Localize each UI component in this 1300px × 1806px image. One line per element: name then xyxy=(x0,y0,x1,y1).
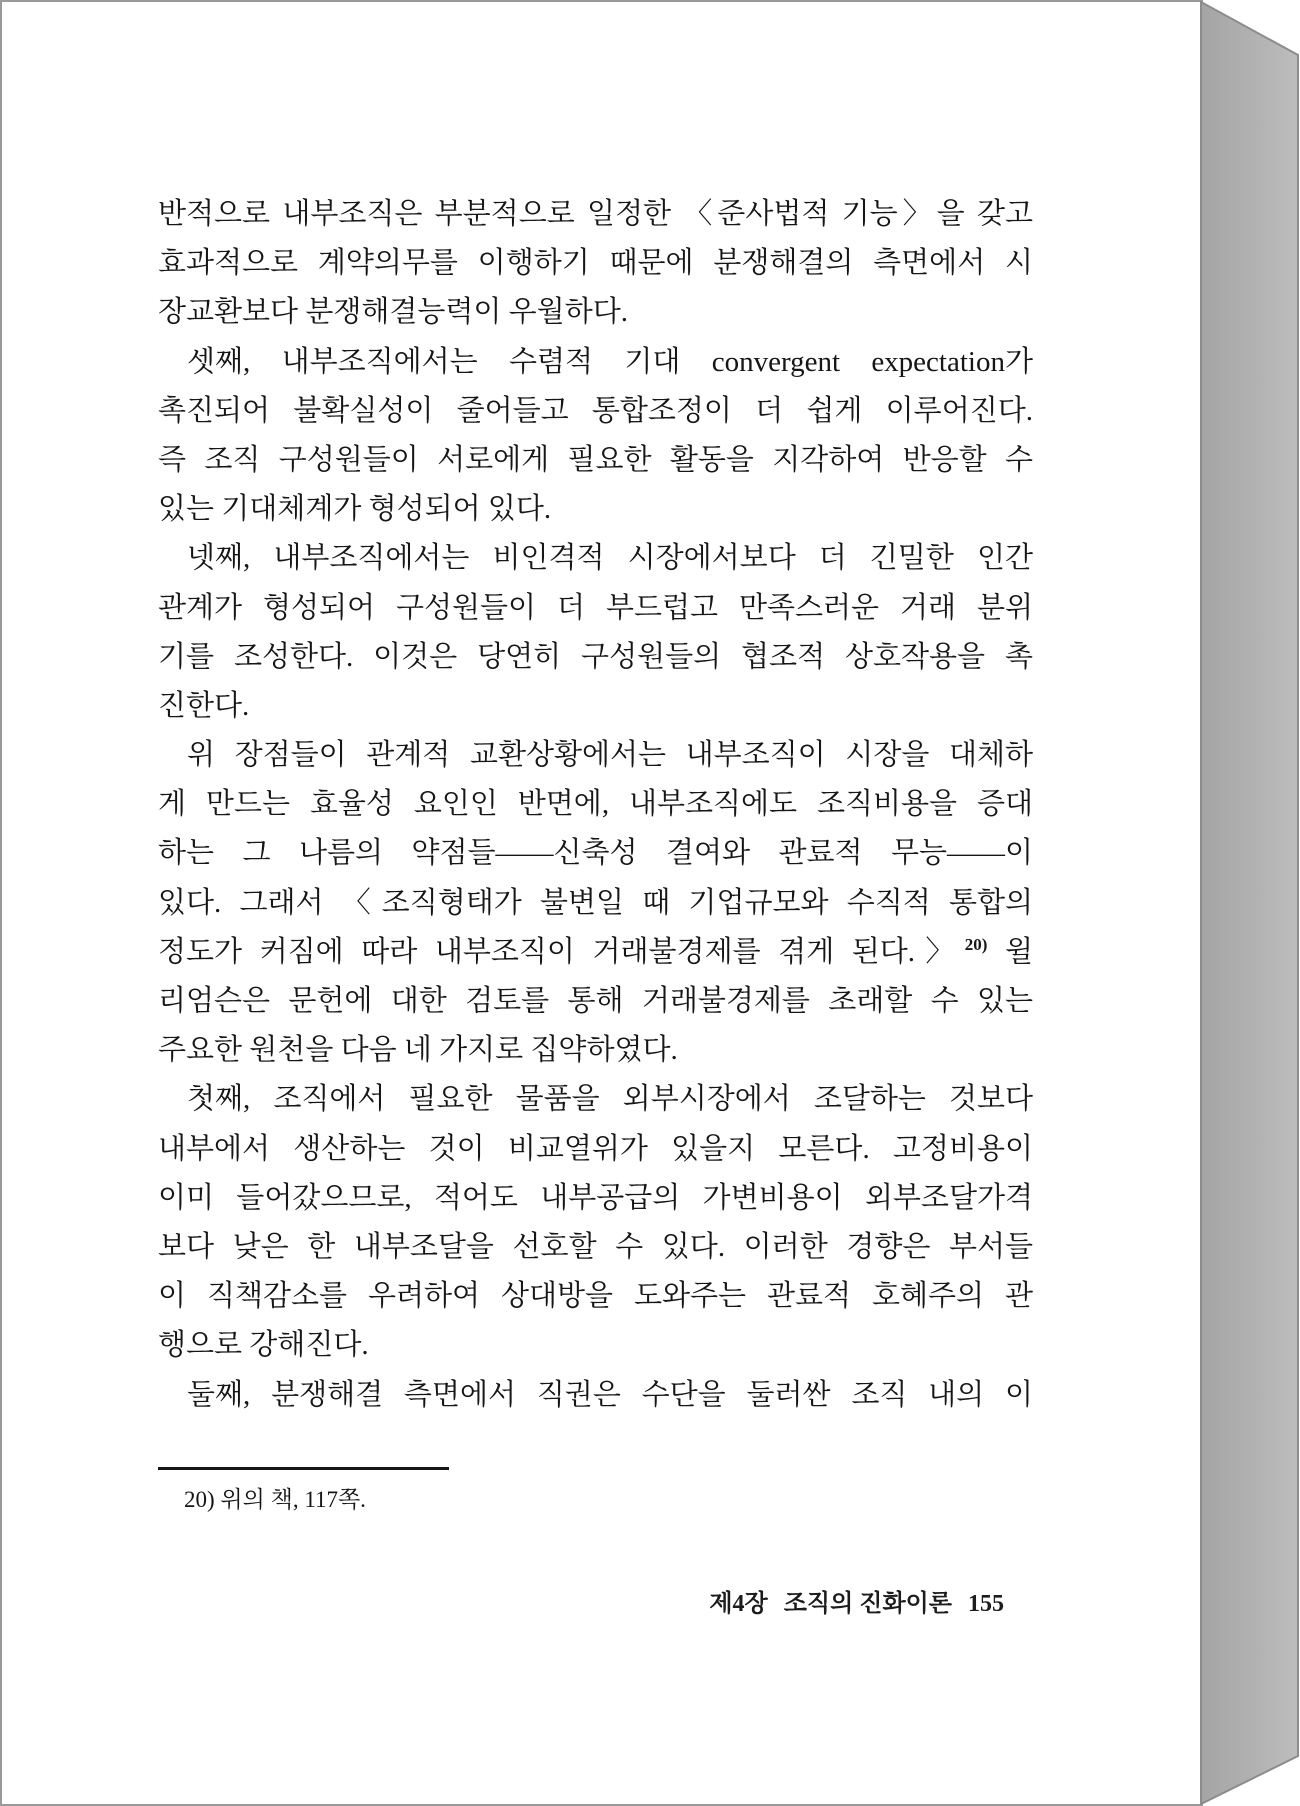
running-footer xyxy=(709,1588,1004,1620)
paragraph xyxy=(158,190,1033,338)
paragraph xyxy=(158,731,1033,1075)
text-line: 둘째, 분쟁해결 측면에서 직권은 수단을 둘러싼 조직 내의 이 xyxy=(187,1378,1033,1411)
paragraph xyxy=(158,1371,1033,1420)
text-line-segment: 정도가 커짐에 따라 내부조직이 거래불경제를 겪게 된다.〉 xyxy=(158,935,965,968)
paragraph xyxy=(158,338,1033,535)
text-line: 넷째, 내부조직에서는 비인격적 시장에서보다 더 긴밀한 인간 xyxy=(187,542,1033,575)
text-line: 이 직책감소를 우려하여 상대방을 도와주는 관료적 호혜주의 관 xyxy=(158,1280,1033,1313)
text-line: 위 장점들이 관계적 교환상황에서는 내부조직이 시장을 대체하 xyxy=(187,739,1033,772)
text-line: 리엄슨은 문헌에 대한 검토를 통해 거래불경제를 초래할 수 있는 xyxy=(158,985,1033,1017)
text-line: 하는 그 나름의 약점들——신축성 결여와 관료적 무능——이 xyxy=(158,837,1033,870)
text-line xyxy=(158,928,1033,977)
text-line: 촉진되어 불확실성이 줄어들고 통합조정이 더 쉽게 이루어진다. xyxy=(158,394,1033,427)
chapter-label: 제4장 xyxy=(709,1591,768,1617)
chapter-title: 조직의 진화이론 xyxy=(783,1591,952,1617)
footnote-divider xyxy=(158,1467,449,1470)
footnote: 20) 위의 책, 117쪽. xyxy=(184,1487,366,1512)
text-line: 관계가 형성되어 구성원들이 더 부드럽고 만족스러운 거래 분위 xyxy=(158,591,1033,624)
paragraph xyxy=(158,1075,1033,1370)
text-line: 즉 조직 구성원들이 서로에게 필요한 활동을 지각하여 반응할 수 xyxy=(158,443,1033,476)
text-line: 게 만드는 효율성 요인인 반면에, 내부조직에도 조직비용을 증대 xyxy=(158,788,1033,821)
text-line: 행으로 강해진다. xyxy=(158,1329,369,1362)
text-line: 기를 조성한다. 이것은 당연히 구성원들의 협조적 상호작용을 촉 xyxy=(158,640,1033,673)
text-line: 효과적으로 계약의무를 이행하기 때문에 분쟁해결의 측면에서 시 xyxy=(158,247,1033,280)
book-edge-side xyxy=(1201,2,1298,1804)
footnote-reference: 20) xyxy=(964,934,988,954)
text-line: 주요한 원천을 다음 네 가지로 집약하였다. xyxy=(158,1034,678,1067)
text-line: 진한다. xyxy=(158,689,250,722)
paragraph xyxy=(158,534,1033,731)
text-line: 반적으로 내부조직은 부분적으로 일정한 〈준사법적 기능〉을 갖고 xyxy=(158,198,1033,230)
text-line: 첫째, 조직에서 필요한 물품을 외부시장에서 조달하는 것보다 xyxy=(187,1083,1033,1116)
text-line: 이미 들어갔으므로, 적어도 내부공급의 가변비용이 외부조달가격 xyxy=(158,1181,1033,1214)
page-number: 155 xyxy=(968,1591,1004,1617)
text-line: 있는 기대체계가 형성되어 있다. xyxy=(158,493,552,526)
text-line: 셋째, 내부조직에서는 수렴적 기대 convergent expectation가 xyxy=(187,345,1033,378)
body-text xyxy=(158,190,1033,1420)
text-line: 장교환보다 분쟁해결능력이 우월하다. xyxy=(158,296,628,329)
text-line: 내부에서 생산하는 것이 비교열위가 있을지 모른다. 고정비용이 xyxy=(158,1132,1033,1165)
text-line-segment: 윌 xyxy=(987,935,1034,968)
text-line: 있다. 그래서 〈조직형태가 불변일 때 기업규모와 수직적 통합의 xyxy=(158,886,1033,919)
text-line: 보다 낮은 한 내부조달을 선호할 수 있다. 이러한 경향은 부서들 xyxy=(158,1230,1033,1263)
